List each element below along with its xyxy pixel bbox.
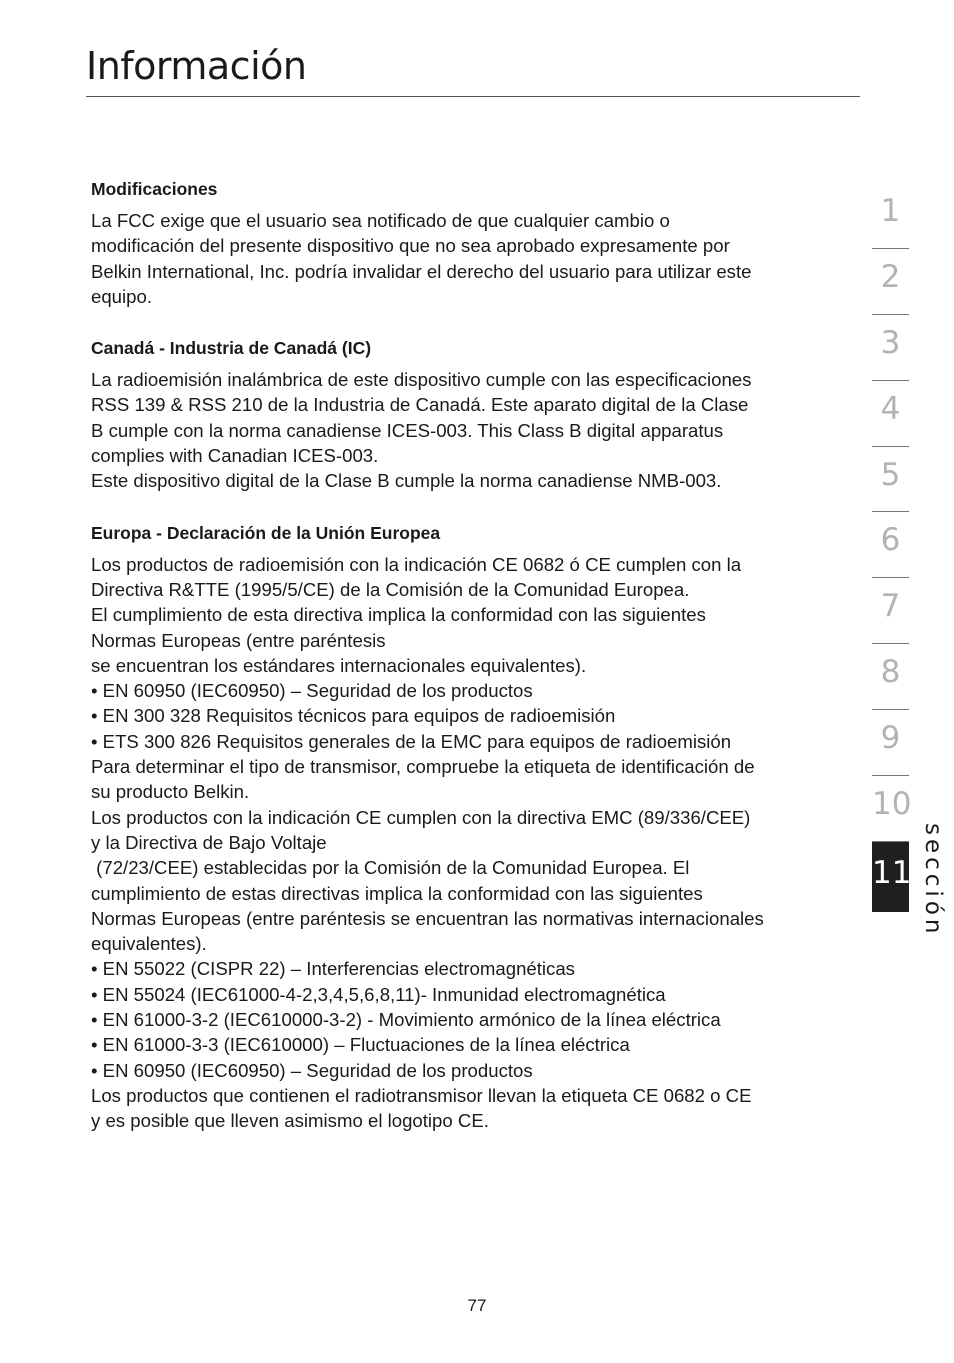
page-number: 77	[467, 1296, 487, 1315]
section-nav-item-10[interactable]: 10	[872, 776, 909, 842]
text-line: equipo.	[91, 285, 153, 307]
section-nav-item-8[interactable]: 8	[872, 644, 909, 710]
text-line: su producto Belkin.	[91, 781, 250, 803]
text-line: • ETS 300 826 Requisitos generales de la EMC para equipos de radioemisión	[91, 730, 732, 752]
section	[91, 176, 866, 309]
section-heading: Modificaciones	[91, 179, 218, 199]
section-nav-item-1[interactable]: 1	[872, 183, 909, 249]
section-nav-item-5[interactable]: 5	[872, 447, 909, 513]
text-line: • EN 300 328 Requisitos técnicos para equipos de radioemisión	[91, 705, 616, 727]
text-line: Normas Europeas (entre paréntesis se encuentran las normativas internacionales	[91, 907, 764, 929]
text-line: • EN 60950 (IEC60950) – Seguridad de los productos	[91, 1059, 533, 1081]
text-line: Este dispositivo digital de la Clase B cumple la norma canadiense NMB-003.	[91, 470, 722, 492]
text-line: Los productos que contienen el radiotransmisor llevan la etiqueta CE 0682 o CE	[91, 1084, 752, 1106]
text-line: Belkin International, Inc. podría invalidar el derecho del usuario para utilizar este	[91, 260, 752, 282]
text-line: Normas Europeas (entre paréntesis	[91, 629, 386, 651]
text-line: Para determinar el tipo de transmisor, compruebe la etiqueta de identificación de	[91, 756, 755, 778]
section-nav-item-6[interactable]: 6	[872, 512, 909, 578]
text-line: RSS 139 & RSS 210 de la Industria de Canadá. Este aparato digital de la Clase	[91, 394, 749, 416]
text-line: y la Directiva de Bajo Voltaje	[91, 831, 327, 853]
text-line: La FCC exige que el usuario sea notificado de que cualquier cambio o	[91, 210, 670, 231]
section-nav-item-9[interactable]: 9	[872, 710, 909, 776]
text-line: complies with Canadian ICES-003.	[91, 445, 379, 467]
text-line: se encuentran los estándares internacionales equivalentes).	[91, 654, 587, 676]
section-nav-item-3[interactable]: 3	[872, 315, 909, 381]
text-line: • EN 61000-3-3 (IEC610000) – Fluctuaciones de la línea eléctrica	[91, 1034, 630, 1056]
text-line: cumplimiento de estas directivas implica la conformidad con las siguientes	[91, 882, 703, 904]
section-nav-item-2[interactable]: 2	[872, 249, 909, 315]
text-line: • EN 55022 (CISPR 22) – Interferencias electromagnéticas	[91, 958, 575, 980]
section-heading: Canadá - Industria de Canadá (IC)	[91, 338, 372, 359]
document-body	[91, 176, 866, 1160]
text-line: • EN 55024 (IEC61000-4-2,3,4,5,6,8,11)- Inmunidad electromagnética	[91, 983, 666, 1005]
text-line: Directiva R&TTE (1995/5/CE) de la Comisión de la Comunidad Europea.	[91, 578, 690, 600]
text-line: • EN 60950 (IEC60950) – Seguridad de los productos	[91, 680, 533, 702]
section-nav-item-11[interactable]: 11	[872, 842, 909, 912]
text-line: Los productos con la indicación CE cumplen con la directiva EMC (89/336/CEE)	[91, 806, 751, 828]
text-line: B cumple con la norma canadiense ICES-003. This Class B digital apparatus	[91, 419, 724, 441]
section-nav-item-7[interactable]: 7	[872, 578, 909, 644]
section-nav-item-4[interactable]: 4	[872, 381, 909, 447]
title-divider	[86, 96, 860, 97]
page-title: Información	[86, 44, 307, 88]
section	[91, 520, 866, 1134]
text-line: El cumplimiento de esta directiva implica la conformidad con las siguientes	[91, 604, 706, 626]
text-line: • EN 61000-3-2 (IEC610000-3-2) - Movimiento armónico de la línea eléctrica	[91, 1009, 721, 1031]
section	[91, 335, 866, 493]
section-body	[91, 208, 866, 309]
section-label: sección	[920, 823, 946, 938]
section-heading: Europa - Declaración de la Unión Europea	[91, 522, 441, 543]
text-line: equivalentes).	[91, 933, 207, 955]
section-nav	[872, 183, 912, 912]
text-line: Los productos de radioemisión con la indicación CE 0682 ó CE cumplen con la	[91, 553, 742, 575]
section-body	[91, 367, 866, 493]
section-body	[91, 552, 866, 1134]
text-line: y es posible que lleven asimismo el logotipo CE.	[91, 1110, 489, 1132]
text-line: (72/23/CEE) establecidas por la Comisión de la Comunidad Europea. El	[91, 857, 690, 879]
text-line: modificación del presente dispositivo que no sea aprobado expresamente por	[91, 235, 730, 257]
text-line: La radioemisión inalámbrica de este dispositivo cumple con las especificaciones	[91, 369, 752, 391]
